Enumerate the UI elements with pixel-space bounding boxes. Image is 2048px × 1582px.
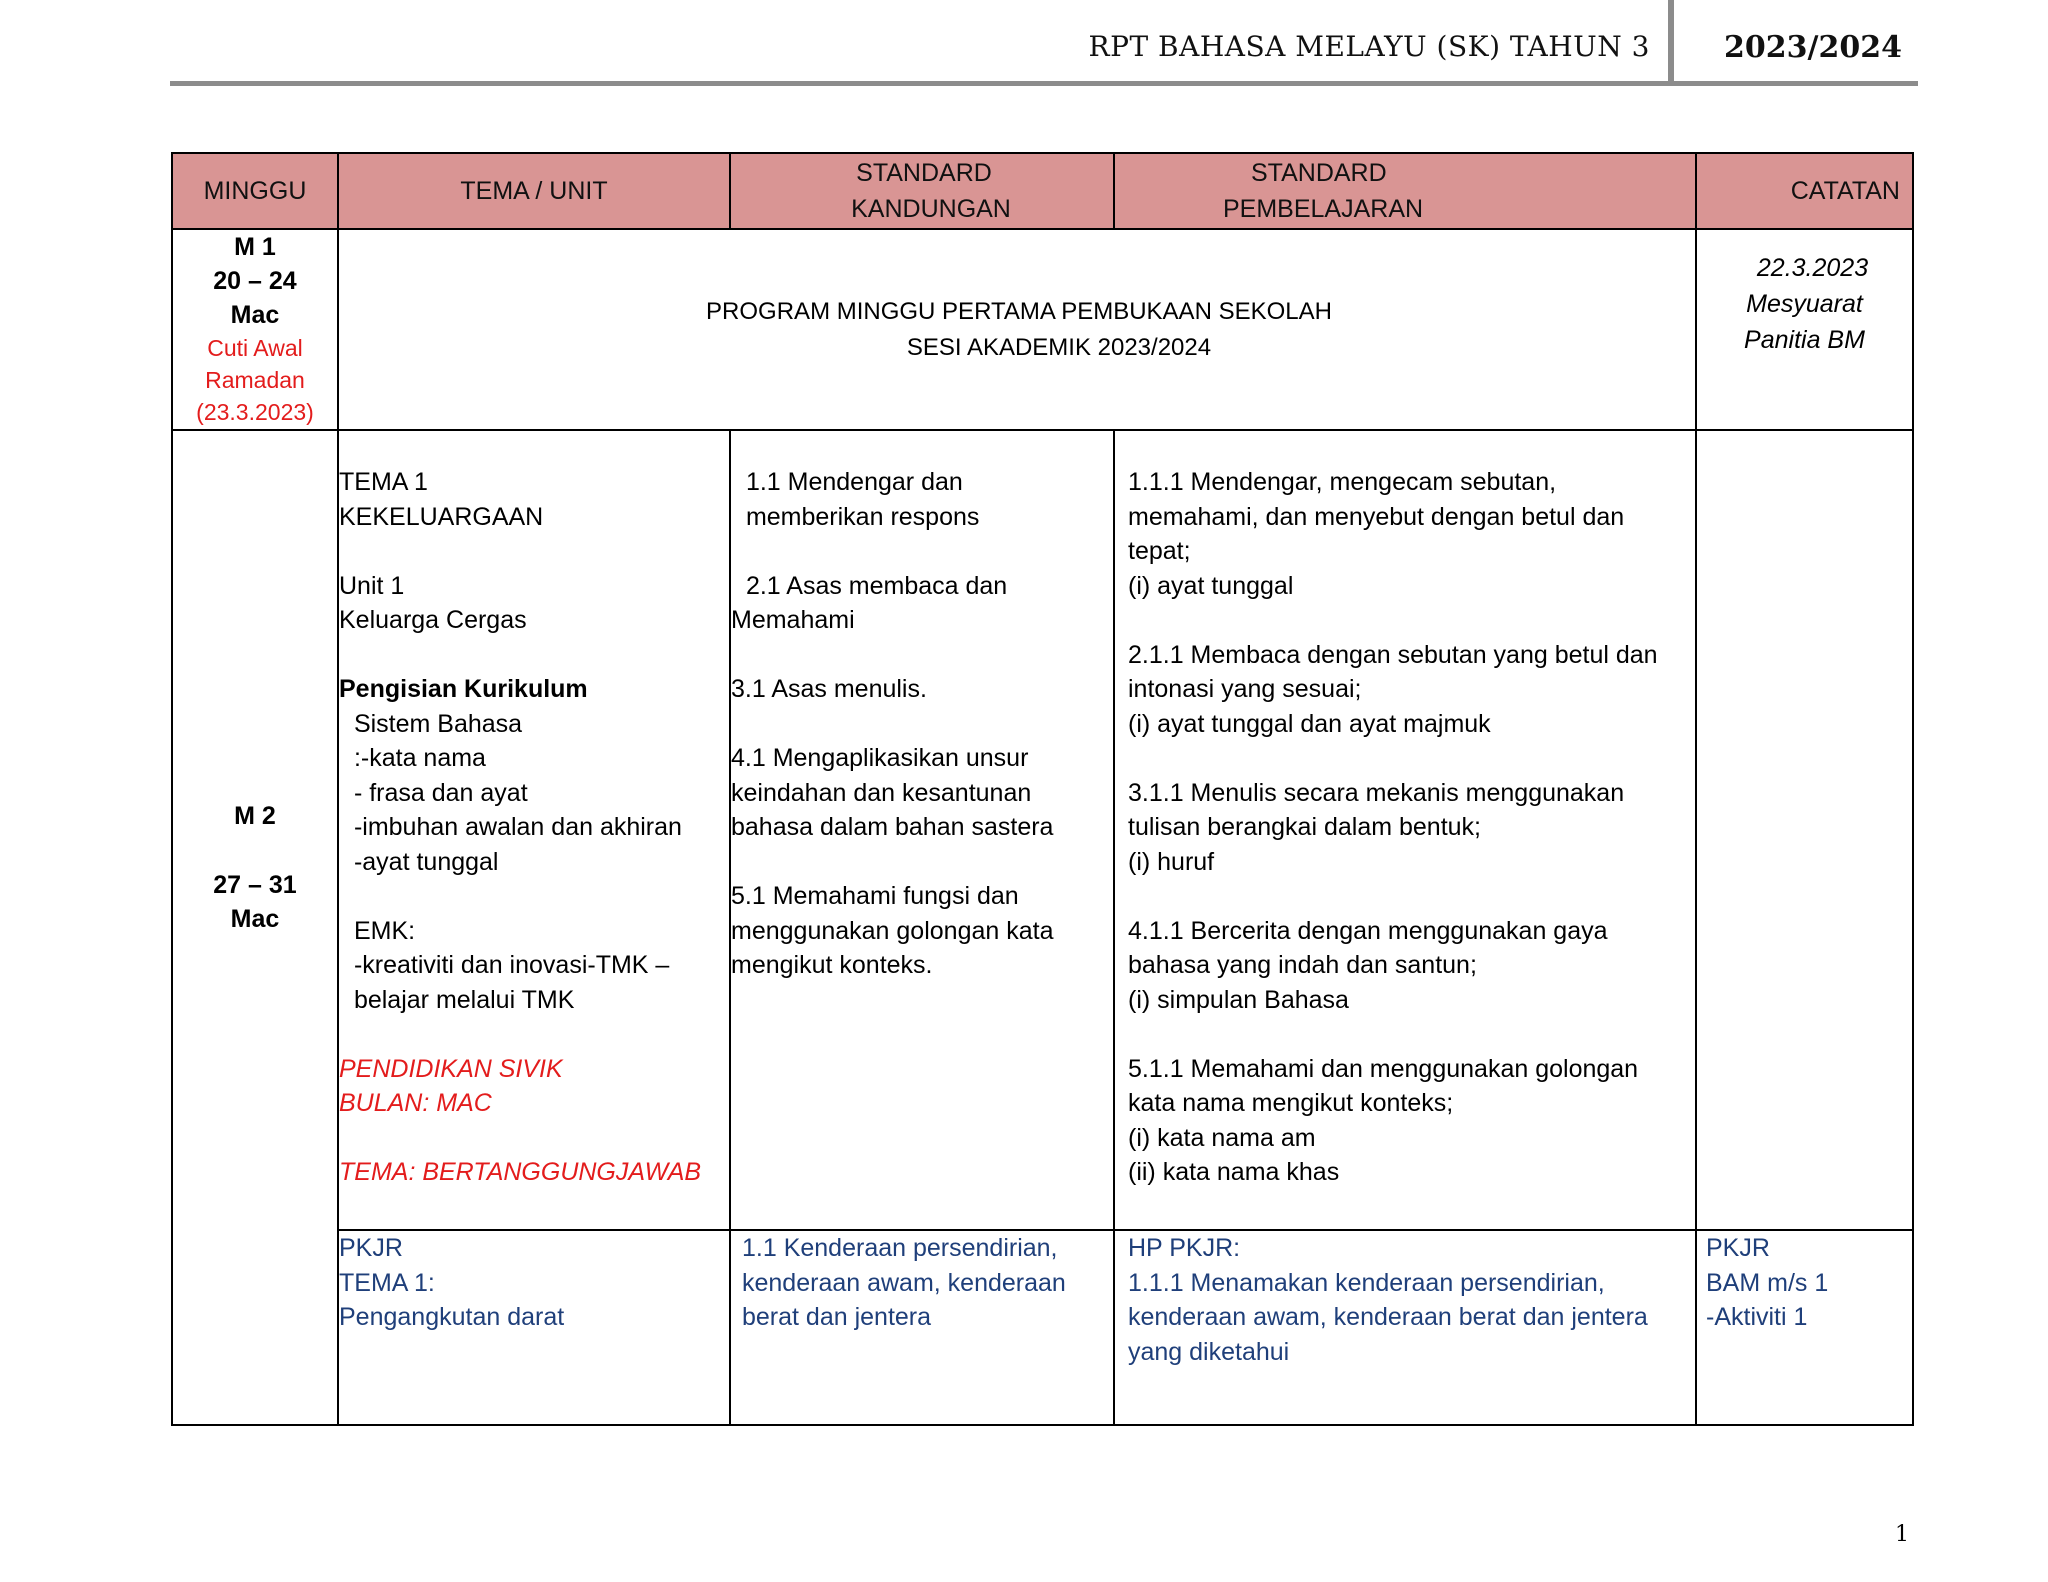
tema-cell-pkjr: PKJR TEMA 1: Pengangkutan darat bbox=[338, 1230, 730, 1425]
header-divider bbox=[1668, 0, 1674, 82]
sivik-line: TEMA: BERTANGGUNGJAWAB bbox=[339, 1158, 702, 1186]
document-title: RPT BAHASA MELAYU (SK) TAHUN 3 bbox=[1088, 30, 1650, 63]
column-header-catatan: CATATAN bbox=[1696, 153, 1913, 229]
table-row-m1 bbox=[172, 229, 1913, 430]
kurikulum-heading: Pengisian Kurikulum bbox=[339, 675, 588, 703]
sivik-line: PENDIDIKAN SIVIK bbox=[339, 1054, 563, 1083]
page-number: 1 bbox=[1895, 1522, 1909, 1547]
standard-kandungan-cell-m2: 1.1 Mendengar dan memberikan respons 2.1 Asas membaca dan Memahami 3.1 Asas menulis. 4.1 Mengaplikasikan unsur keindahan dan kesantunan bahasa dalam bahan sastera 5.1 Memahami fungsi dan menggunakan golongan kata mengikut konteks. bbox=[730, 430, 1114, 1230]
note-cell-m1: 22.3.2023 Mesyuarat Panitia BM bbox=[1696, 229, 1913, 430]
week-cell-m1: M 1 20 – 24 Mac Cuti Awal Ramadan (23.3.2023) bbox=[172, 229, 338, 430]
table-row-pkjr bbox=[172, 1230, 1913, 1425]
rpt-table bbox=[171, 152, 1914, 1426]
holiday-note: Cuti Awal Ramadan (23.3.2023) bbox=[196, 335, 314, 425]
program-cell: PROGRAM MINGGU PERTAMA PEMBUKAAN SEKOLAH SESI AKADEMIK 2023/2024 bbox=[338, 229, 1696, 430]
standard-kandungan-cell-pkjr: 1.1 Kenderaan persendirian, kenderaan awam, kenderaan berat dan jentera bbox=[730, 1230, 1114, 1425]
table-header-row bbox=[172, 153, 1913, 229]
column-header-standard-kandungan: STANDARD KANDUNGAN bbox=[730, 153, 1114, 229]
column-header-tema: TEMA / UNIT bbox=[338, 153, 730, 229]
standard-pembelajaran-cell-pkjr: HP PKJR: 1.1.1 Menamakan kenderaan persendirian, kenderaan awam, kenderaan berat dan jentera yang diketahui bbox=[1114, 1230, 1696, 1425]
standard-pembelajaran-cell-m2: 1.1.1 Mendengar, mengecam sebutan, memahami, dan menyebut dengan betul dan tepat; (i) ayat tunggal 2.1.1 Membaca dengan sebutan yang betul dan intonasi yang sesuai; (i) ayat tunggal dan ayat majmuk 3.1.1 Menulis secara mekanis menggunakan tulisan berangkai dalam bentuk; (i) huruf 4.1.1 Bercerita dengan menggunakan gaya bahasa yang indah dan santun; (i) simpulan Bahasa 5.1.1 Memahami dan menggunakan golongan kata nama mengikut konteks; (i) kata nama am (ii) kata nama khas bbox=[1114, 430, 1696, 1230]
document-header bbox=[170, 0, 1918, 86]
sivik-line: BULAN: MAC bbox=[339, 1089, 492, 1117]
table-row-m2 bbox=[172, 430, 1913, 1230]
note-cell-pkjr: PKJR BAM m/s 1 -Aktiviti 1 bbox=[1696, 1230, 1913, 1425]
note-cell-m2 bbox=[1696, 430, 1913, 1230]
week-cell-m2: M 2 27 – 31 Mac bbox=[172, 430, 338, 1425]
column-header-minggu: MINGGU bbox=[172, 153, 338, 229]
tema-cell-m2: TEMA 1 KEKELUARGAAN Unit 1 Keluarga Cergas Pengisian Kurikulum Sistem Bahasa :-kata nama - frasa dan ayat -imbuhan awalan dan akhiran -ayat tunggal EMK: -kreativiti dan inovasi-TMK – belajar melalui TMK PENDIDIKAN SIVIK BULAN: MAC TEMA: BERTANGGUNGJAWAB bbox=[338, 430, 730, 1230]
column-header-standard-pembelajaran: STANDARD PEMBELAJARAN bbox=[1114, 153, 1696, 229]
document-year: 2023/2024 bbox=[1724, 30, 1902, 65]
